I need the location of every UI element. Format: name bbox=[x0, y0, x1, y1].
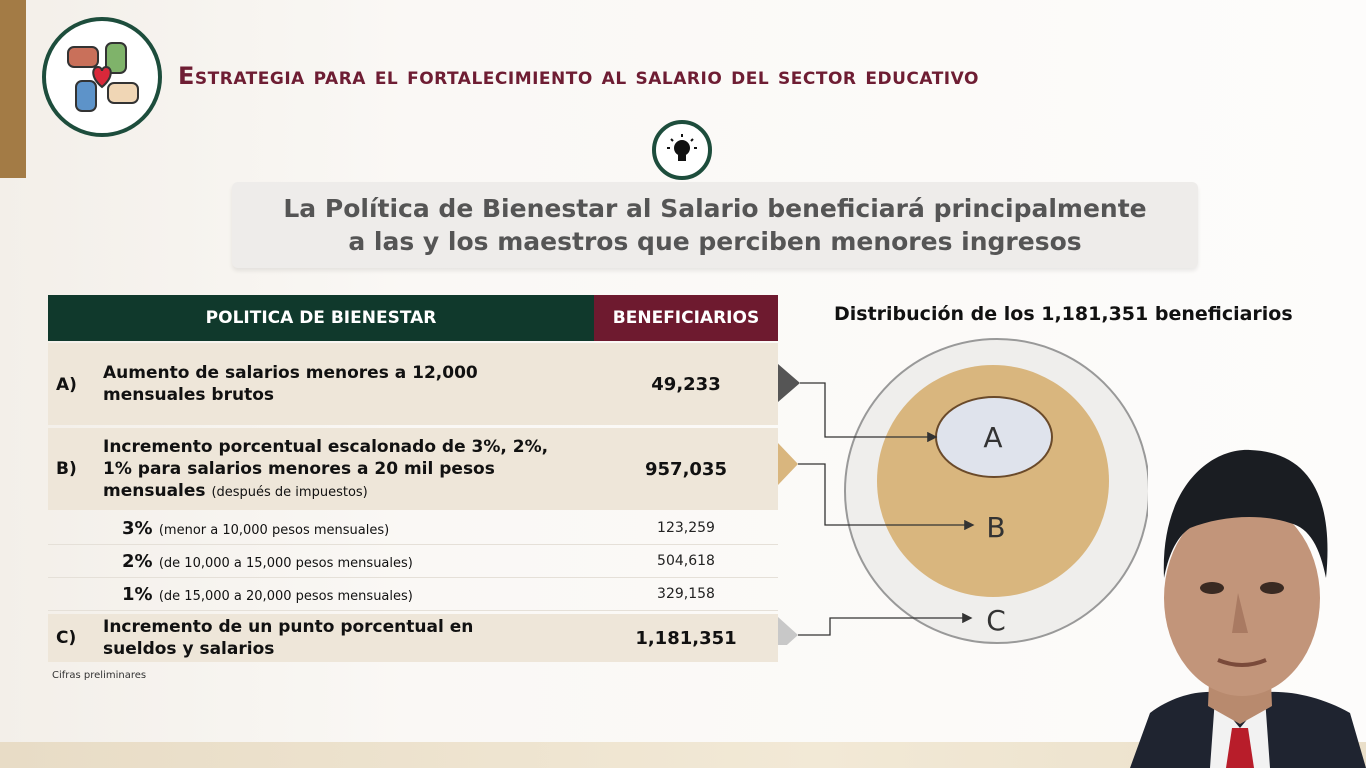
label-c: C bbox=[986, 604, 1006, 637]
label-a: A bbox=[983, 421, 1003, 454]
speaker-photo bbox=[1120, 428, 1366, 768]
row-letter: A) bbox=[56, 375, 77, 395]
table-row-c bbox=[48, 614, 778, 662]
subrow-percent: 3% bbox=[122, 518, 153, 539]
row-description bbox=[103, 362, 603, 406]
row-value: 957,035 bbox=[645, 459, 727, 480]
table-row-b bbox=[48, 428, 778, 510]
distribution-diagram bbox=[778, 335, 1148, 649]
row-description-line: mensuales brutos bbox=[103, 385, 275, 405]
row-description bbox=[103, 436, 603, 504]
row-description-line: Incremento porcentual escalonado de 3%, 2%, bbox=[103, 437, 549, 457]
header-beneficiaries: BENEFICIARIOS bbox=[594, 295, 778, 341]
subrow-label bbox=[122, 584, 413, 605]
row-description-text: mensuales bbox=[103, 481, 206, 501]
lightbulb-icon bbox=[652, 120, 712, 180]
table-subrow bbox=[48, 514, 778, 545]
subrow-description: (de 15,000 a 20,000 pesos mensuales) bbox=[158, 589, 413, 604]
subrow-label bbox=[122, 518, 389, 539]
pointer-c bbox=[778, 617, 798, 645]
row-letter: B) bbox=[56, 459, 77, 479]
row-description bbox=[103, 616, 603, 660]
decorative-side-bar bbox=[0, 0, 26, 178]
row-letter: C) bbox=[56, 628, 77, 648]
subrow-description: (menor a 10,000 pesos mensuales) bbox=[158, 523, 390, 538]
row-value: 49,233 bbox=[651, 374, 721, 395]
row-description-line: Aumento de salarios menores a 12,000 bbox=[103, 363, 478, 383]
pointer-a bbox=[778, 364, 800, 402]
subtitle-line-2: a las y los maestros que perciben menores ingresos bbox=[348, 227, 1082, 256]
subrow-value: 504,618 bbox=[657, 553, 715, 569]
subtitle-box bbox=[232, 182, 1198, 268]
row-description-line bbox=[103, 480, 603, 504]
label-b: B bbox=[986, 511, 1006, 544]
subrow-value: 123,259 bbox=[657, 520, 715, 536]
pointer-b bbox=[778, 443, 798, 485]
row-description-line: Incremento de un punto porcentual en bbox=[103, 617, 474, 637]
subrow-description: (de 10,000 a 15,000 pesos mensuales) bbox=[158, 556, 413, 571]
header-policy: POLITICA DE BIENESTAR bbox=[48, 295, 594, 341]
distribution-title: Distribución de los 1,181,351 beneficiarios bbox=[834, 303, 1293, 325]
footnote: Cifras preliminares bbox=[52, 670, 147, 681]
subrow-percent: 2% bbox=[122, 551, 153, 572]
subrow-label bbox=[122, 551, 413, 572]
page-title: Estrategia para el fortalecimiento al salario del sector educativo bbox=[178, 62, 979, 90]
table-subrow bbox=[48, 580, 778, 611]
subrow-value: 329,158 bbox=[657, 586, 715, 602]
table-row-a bbox=[48, 343, 778, 425]
row-value: 1,181,351 bbox=[635, 628, 737, 649]
joined-hands-heart-icon bbox=[42, 17, 162, 137]
subtitle bbox=[232, 192, 1198, 258]
row-description-line: sueldos y salarios bbox=[103, 639, 275, 659]
subtitle-line-1: La Política de Bienestar al Salario beneficiará principalmente bbox=[283, 194, 1147, 223]
row-description-note: (después de impuestos) bbox=[211, 485, 368, 500]
row-description-line: 1% para salarios menores a 20 mil pesos bbox=[103, 459, 495, 479]
subrow-percent: 1% bbox=[122, 584, 153, 605]
table-subrow bbox=[48, 547, 778, 578]
